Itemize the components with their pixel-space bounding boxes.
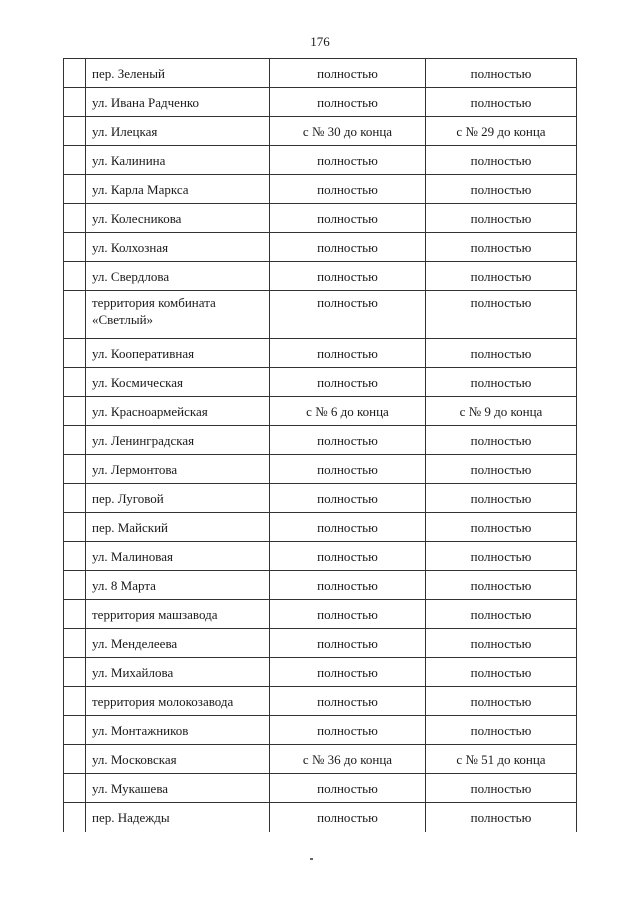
even-houses-cell: полностью (270, 600, 426, 629)
row-blank-cell (64, 542, 86, 571)
even-houses-cell: полностью (270, 571, 426, 600)
odd-houses-cell: с № 51 до конца (426, 745, 577, 774)
even-houses-cell: полностью (270, 146, 426, 175)
street-name-cell: ул. Свердлова (86, 262, 270, 291)
table-row (64, 117, 577, 146)
odd-houses-cell: полностью (426, 629, 577, 658)
table-row (64, 426, 577, 455)
odd-houses-cell: полностью (426, 88, 577, 117)
table-row (64, 262, 577, 291)
odd-houses-cell: с № 9 до конца (426, 397, 577, 426)
even-houses-cell: полностью (270, 658, 426, 687)
row-blank-cell (64, 600, 86, 629)
table-row (64, 455, 577, 484)
row-blank-cell (64, 571, 86, 600)
row-blank-cell (64, 59, 86, 88)
streets-table-body (64, 59, 577, 832)
even-houses-cell: полностью (270, 233, 426, 262)
table-row (64, 629, 577, 658)
table-row (64, 368, 577, 397)
row-blank-cell (64, 339, 86, 368)
even-houses-cell: полностью (270, 175, 426, 204)
odd-houses-cell: полностью (426, 204, 577, 233)
street-name-cell: ул. Красноармейская (86, 397, 270, 426)
even-houses-cell: полностью (270, 542, 426, 571)
odd-houses-cell: полностью (426, 291, 577, 339)
odd-houses-cell: полностью (426, 233, 577, 262)
row-blank-cell (64, 803, 86, 832)
even-houses-cell: полностью (270, 484, 426, 513)
table-row (64, 687, 577, 716)
table-row (64, 233, 577, 262)
odd-houses-cell: полностью (426, 542, 577, 571)
even-houses-cell: полностью (270, 368, 426, 397)
table-row (64, 774, 577, 803)
street-name-cell: территория молокозавода (86, 687, 270, 716)
even-houses-cell: полностью (270, 291, 426, 339)
odd-houses-cell: полностью (426, 426, 577, 455)
odd-houses-cell: полностью (426, 339, 577, 368)
row-blank-cell (64, 146, 86, 175)
row-blank-cell (64, 687, 86, 716)
even-houses-cell: полностью (270, 426, 426, 455)
row-blank-cell (64, 233, 86, 262)
table-row (64, 88, 577, 117)
street-name-cell: ул. Малиновая (86, 542, 270, 571)
street-name-cell: ул. Карла Маркса (86, 175, 270, 204)
odd-houses-cell: с № 29 до конца (426, 117, 577, 146)
row-blank-cell (64, 484, 86, 513)
street-name-cell: ул. Менделеева (86, 629, 270, 658)
street-name-cell: ул. Московская (86, 745, 270, 774)
odd-houses-cell: полностью (426, 146, 577, 175)
table-row (64, 513, 577, 542)
odd-houses-cell: полностью (426, 716, 577, 745)
street-name-cell: пер. Зеленый (86, 59, 270, 88)
row-blank-cell (64, 426, 86, 455)
table-row (64, 339, 577, 368)
street-name-cell: ул. Монтажников (86, 716, 270, 745)
odd-houses-cell: полностью (426, 175, 577, 204)
even-houses-cell: полностью (270, 774, 426, 803)
row-blank-cell (64, 291, 86, 339)
even-houses-cell: с № 36 до конца (270, 745, 426, 774)
even-houses-cell: полностью (270, 716, 426, 745)
street-name-cell: территория комбината «Светлый» (86, 291, 270, 339)
street-name-cell: ул. 8 Марта (86, 571, 270, 600)
even-houses-cell: полностью (270, 204, 426, 233)
row-blank-cell (64, 774, 86, 803)
row-blank-cell (64, 513, 86, 542)
table-row (64, 484, 577, 513)
odd-houses-cell: полностью (426, 368, 577, 397)
table-row (64, 59, 577, 88)
streets-table (63, 58, 577, 832)
even-houses-cell: полностью (270, 629, 426, 658)
street-name-cell: пер. Майский (86, 513, 270, 542)
even-houses-cell: полностью (270, 88, 426, 117)
row-blank-cell (64, 716, 86, 745)
odd-houses-cell: полностью (426, 774, 577, 803)
table-row (64, 204, 577, 233)
table-row (64, 146, 577, 175)
odd-houses-cell: полностью (426, 571, 577, 600)
odd-houses-cell: полностью (426, 513, 577, 542)
page-number: 176 (310, 34, 330, 49)
even-houses-cell: полностью (270, 339, 426, 368)
row-blank-cell (64, 397, 86, 426)
table-row (64, 658, 577, 687)
row-blank-cell (64, 88, 86, 117)
table-row (64, 291, 577, 339)
table-row (64, 716, 577, 745)
even-houses-cell: полностью (270, 262, 426, 291)
odd-houses-cell: полностью (426, 262, 577, 291)
street-name-cell: ул. Ленинградская (86, 426, 270, 455)
table-row (64, 175, 577, 204)
table-row (64, 542, 577, 571)
street-name-cell: ул. Калинина (86, 146, 270, 175)
street-name-cell: территория машзавода (86, 600, 270, 629)
table-row (64, 600, 577, 629)
even-houses-cell: полностью (270, 59, 426, 88)
table-row (64, 803, 577, 832)
even-houses-cell: с № 30 до конца (270, 117, 426, 146)
odd-houses-cell: полностью (426, 687, 577, 716)
odd-houses-cell: полностью (426, 484, 577, 513)
even-houses-cell: с № 6 до конца (270, 397, 426, 426)
street-name-cell: ул. Илецкая (86, 117, 270, 146)
street-name-cell: ул. Колхозная (86, 233, 270, 262)
street-name-cell: ул. Мукашева (86, 774, 270, 803)
odd-houses-cell: полностью (426, 658, 577, 687)
table-row (64, 571, 577, 600)
even-houses-cell: полностью (270, 803, 426, 832)
row-blank-cell (64, 368, 86, 397)
row-blank-cell (64, 658, 86, 687)
even-houses-cell: полностью (270, 455, 426, 484)
street-name-cell: ул. Лермонтова (86, 455, 270, 484)
row-blank-cell (64, 175, 86, 204)
stray-mark (310, 858, 313, 860)
row-blank-cell (64, 455, 86, 484)
row-blank-cell (64, 262, 86, 291)
row-blank-cell (64, 117, 86, 146)
even-houses-cell: полностью (270, 687, 426, 716)
odd-houses-cell: полностью (426, 455, 577, 484)
row-blank-cell (64, 204, 86, 233)
street-name-cell: ул. Космическая (86, 368, 270, 397)
odd-houses-cell: полностью (426, 600, 577, 629)
odd-houses-cell: полностью (426, 59, 577, 88)
even-houses-cell: полностью (270, 513, 426, 542)
row-blank-cell (64, 745, 86, 774)
table-row (64, 745, 577, 774)
street-name-cell: пер. Надежды (86, 803, 270, 832)
street-name-cell: ул. Колесникова (86, 204, 270, 233)
street-name-cell: пер. Луговой (86, 484, 270, 513)
street-name-cell: ул. Михайлова (86, 658, 270, 687)
row-blank-cell (64, 629, 86, 658)
street-name-cell: ул. Кооперативная (86, 339, 270, 368)
odd-houses-cell: полностью (426, 803, 577, 832)
table-row (64, 397, 577, 426)
street-name-cell: ул. Ивана Радченко (86, 88, 270, 117)
